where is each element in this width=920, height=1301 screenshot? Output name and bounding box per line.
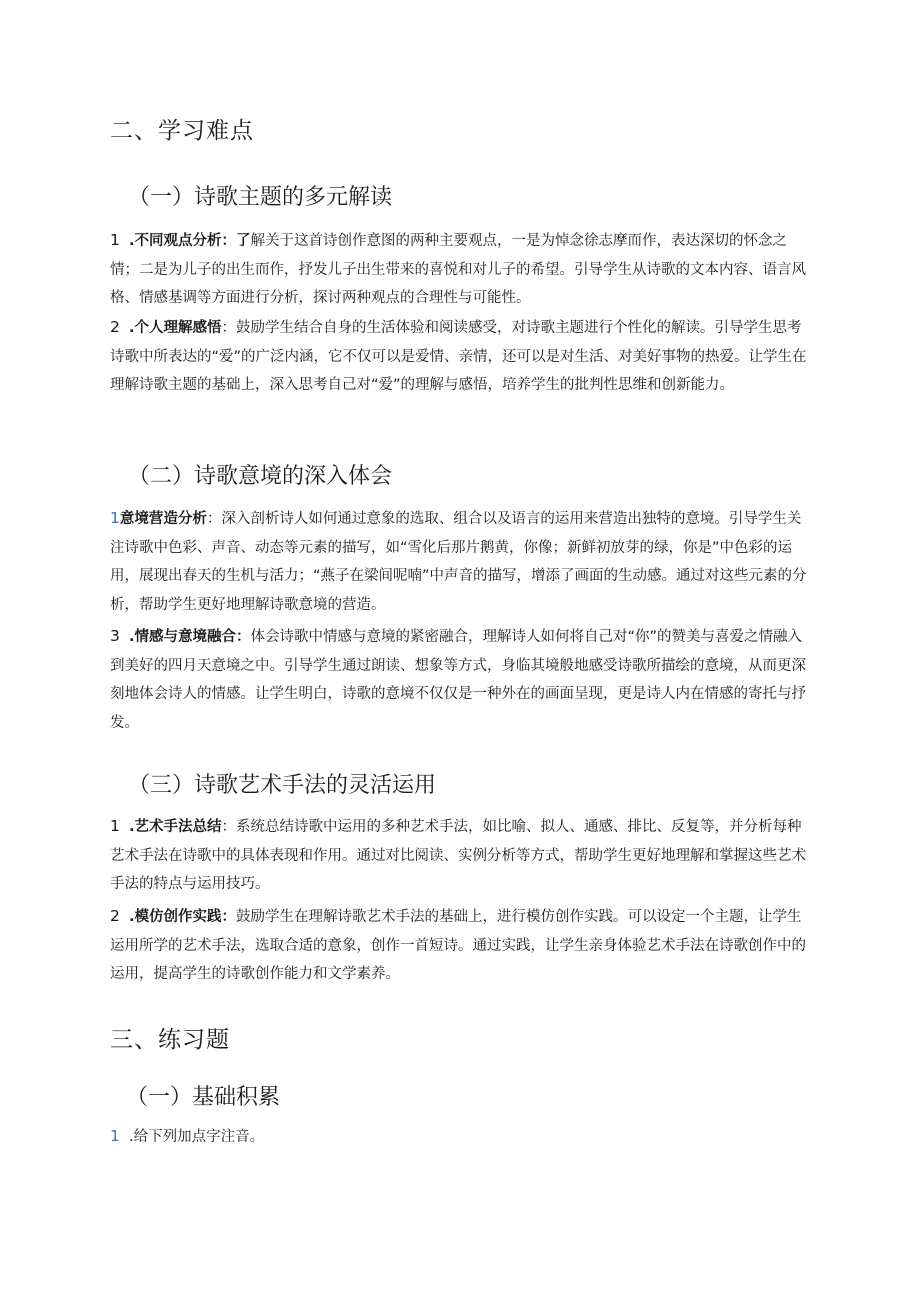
item-number: 3 [110, 627, 120, 645]
item-text: ：鼓励学生结合自身的生活体验和阅读感受，对诗歌主题进行个性化的解读。引导学生思考诗歌中所表达的“爱”的广泛内涵，它不仅可以是爱情、亲情，还可以是对生活、对美好事物的热爱。让学生在理解诗歌主题的基础上，深入思考自己对“爱”的理解与感悟，培养学生的批判性思维和创新能力。 [110, 320, 807, 393]
item-text: 体会诗歌中情感与意境的紧密融合，理解诗人如何将自己对“你”的赞美与喜爱之情融入到美好的四月天意境之中。引导学生通过朗读、想象等方式，身临其境般地感受诗歌所描绘的意境，从而更深刻地体会诗人的情感。让学生明白，诗歌的意境不仅仅是一种外在的画面呈现，更是诗人内在情感的寄托与抒发。 [110, 629, 806, 731]
subsection-heading-imagery: （二）诗歌意境的深入体会 [128, 464, 393, 489]
list-item [110, 622, 810, 737]
section-heading-difficulties: 二、学习难点 [110, 118, 254, 144]
list-item [110, 902, 810, 989]
item-label: .个人理解感悟 [129, 320, 222, 336]
item-text: ：系统总结诗歌中运用的多种艺术手法，如比喻、拟人、通感、排比、反复等，并分析每种艺术手法在诗歌中的具体表现和作用。通过对比阅读、实例分析等方式，帮助学生更好地理解和掌握这些艺术手法的特点与运用技巧。 [110, 819, 806, 892]
list-item [110, 313, 810, 400]
subsection-heading-techniques: （三）诗歌艺术手法的灵活运用 [128, 773, 437, 798]
item-number: 1 [110, 231, 120, 249]
list-item [110, 226, 810, 313]
list-item [110, 812, 810, 899]
item-number: 2 [110, 907, 120, 925]
item-label: .不同观点分析：了 [129, 233, 251, 249]
section-heading-exercises: 三、练习题 [110, 1027, 230, 1053]
list-item [110, 1122, 810, 1152]
item-label: .模仿创作实践： [129, 909, 237, 925]
item-label: .情感与意境融合： [129, 629, 251, 645]
item-label: .艺术手法总结 [129, 819, 222, 835]
subsection-heading-basics: （一）基础积累 [126, 1085, 281, 1110]
item-number: 1 [110, 509, 120, 527]
item-text: 鼓励学生在理解诗歌艺术手法的基础上，进行模仿创作实践。可以设定一个主题，让学生运用所学的艺术手法，选取合适的意象，创作一首短诗。通过实践，让学生亲身体验艺术手法在诗歌创作中的运用，提高学生的诗歌创作能力和文学素养。 [110, 909, 806, 982]
item-text: .给下列加点字注音。 [129, 1129, 265, 1145]
item-number: 1 [110, 817, 120, 835]
item-number: 1 [110, 1127, 120, 1145]
item-number: 2 [110, 318, 120, 336]
list-item [110, 504, 810, 619]
item-label: 意境营造分析 [119, 511, 207, 527]
item-text: 解关于这首诗创作意图的两种主要观点，一是为悼念徐志摩而作，表达深切的怀念之情；二是为儿子的出生而作，抒发儿子出生带来的喜悦和对儿子的希望。引导学生从诗歌的文本内容、语言风格、情感基调等方面进行分析，探讨两种观点的合理性与可能性。 [110, 233, 806, 306]
item-text: ：深入剖析诗人如何通过意象的选取、组合以及语言的运用来营造出独特的意境。引导学生关注诗歌中色彩、声音、动态等元素的描写，如“雪化后那片鹅黄，你像；新鲜初放芽的绿，你是”中色彩的运用，展现出春天的生机与活力；“燕子在梁间呢喃”中声音的描写，增添了画面的生动感。通过对这些元素的分析，帮助学生更好地理解诗歌意境的营造。 [110, 511, 807, 613]
subsection-heading-theme: （一）诗歌主题的多元解读 [128, 185, 393, 210]
